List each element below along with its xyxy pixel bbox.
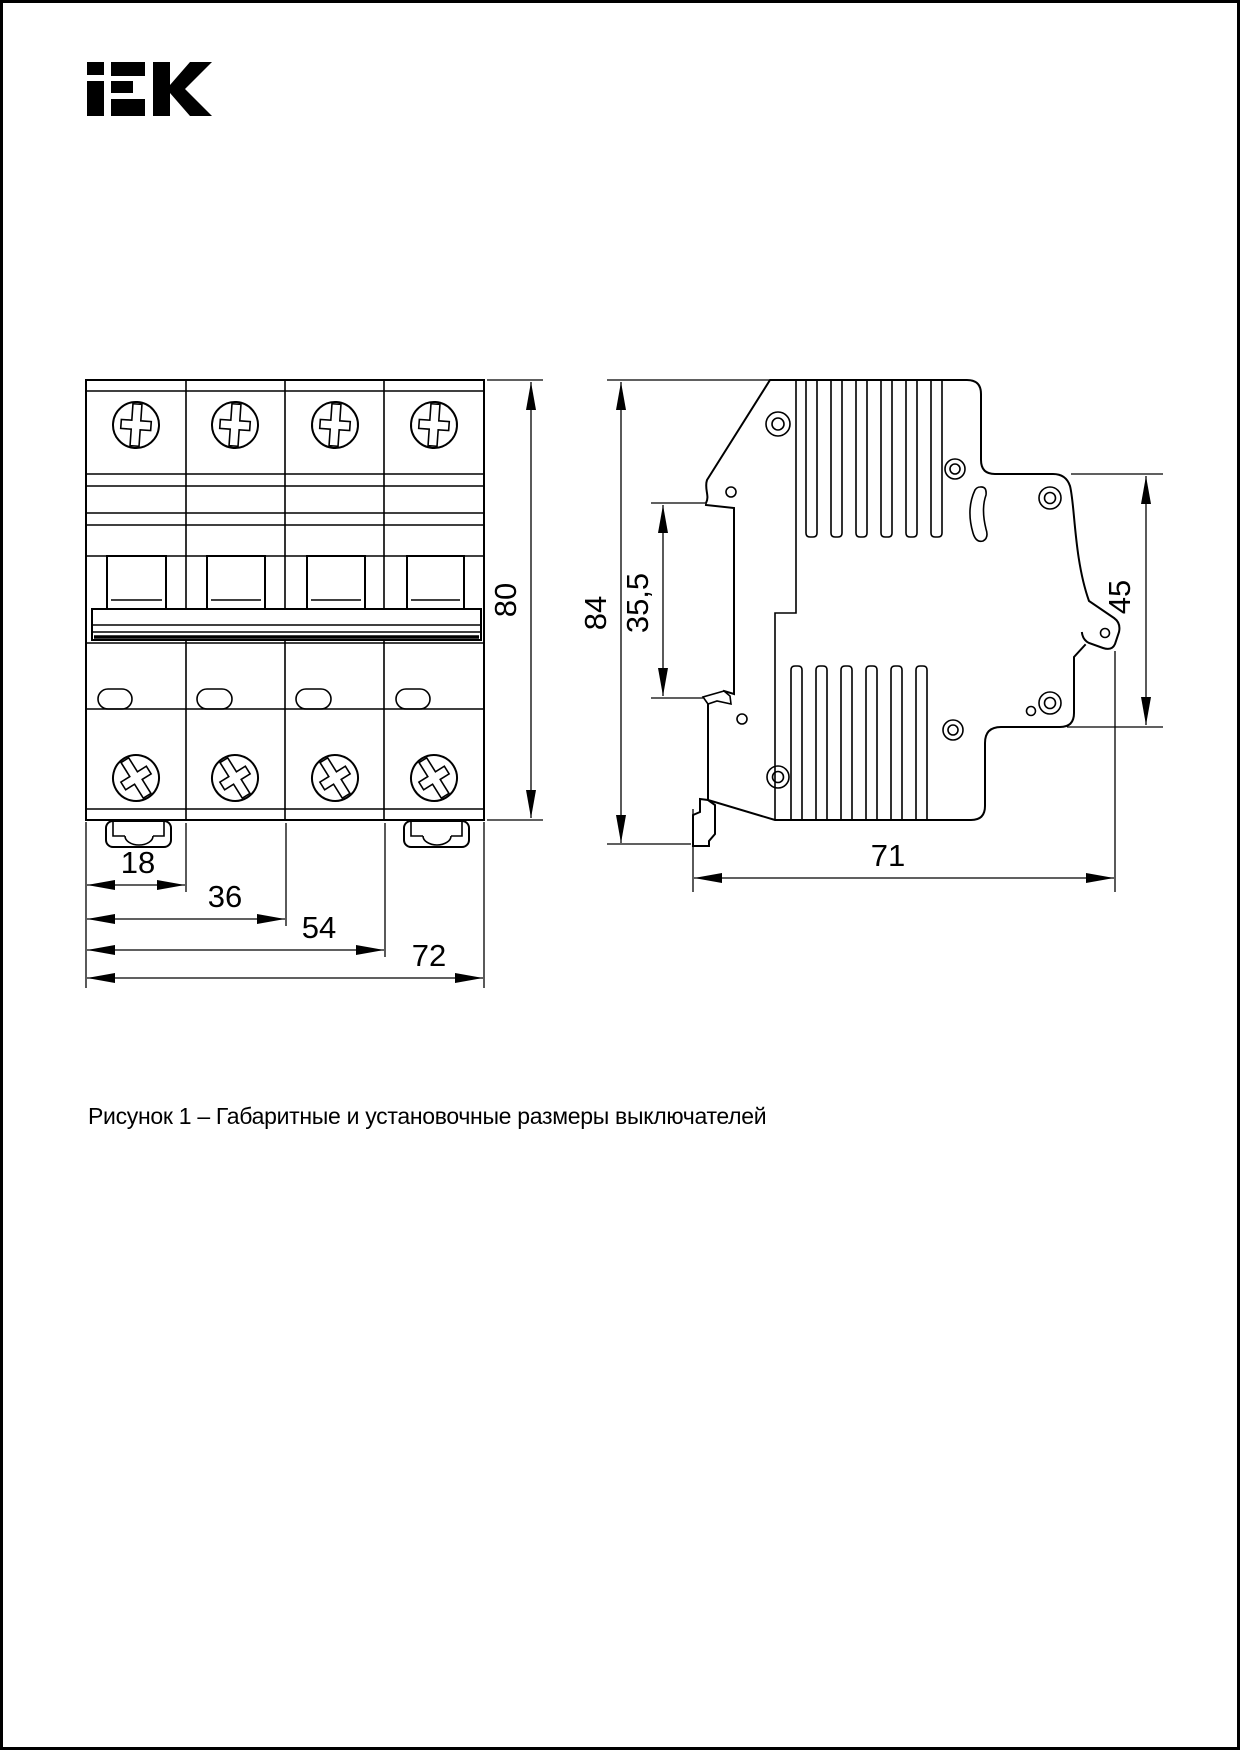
kidney-slot	[970, 487, 987, 541]
din-channel	[706, 505, 734, 694]
figure-caption: Рисунок 1 – Габаритные и установочные размеры выключателей	[88, 1103, 767, 1129]
dim-label-18: 18	[120, 845, 156, 880]
side-view	[578, 380, 1163, 892]
breaker-body-side-outline	[706, 380, 1119, 820]
dim-label-36: 36	[207, 879, 243, 914]
dim-label-80: 80	[488, 582, 523, 618]
front-dimension-lines	[87, 382, 531, 978]
dim-label-84: 84	[578, 595, 613, 631]
side-extension-lines	[607, 380, 1163, 892]
vent-slots-top	[806, 381, 942, 537]
label-windows	[98, 689, 430, 709]
dim-label-54: 54	[301, 910, 337, 945]
front-dimension-arrows	[87, 382, 536, 983]
front-view	[86, 380, 543, 988]
dim-label-72: 72	[411, 938, 447, 973]
front-extension-lines	[86, 380, 543, 988]
dim-label-35-5: 35,5	[620, 572, 655, 634]
technical-drawing	[3, 3, 1240, 1750]
dim-label-71: 71	[870, 838, 906, 873]
panel-seam	[775, 380, 796, 819]
din-bottom-claw	[703, 691, 731, 704]
front-din-clips	[106, 821, 469, 847]
dim-label-45: 45	[1102, 579, 1137, 615]
toggle-tie-bar	[92, 609, 481, 640]
side-dimension-arrows	[616, 382, 1151, 883]
din-clip-foot	[693, 799, 715, 846]
vent-slots-bottom	[791, 666, 927, 819]
